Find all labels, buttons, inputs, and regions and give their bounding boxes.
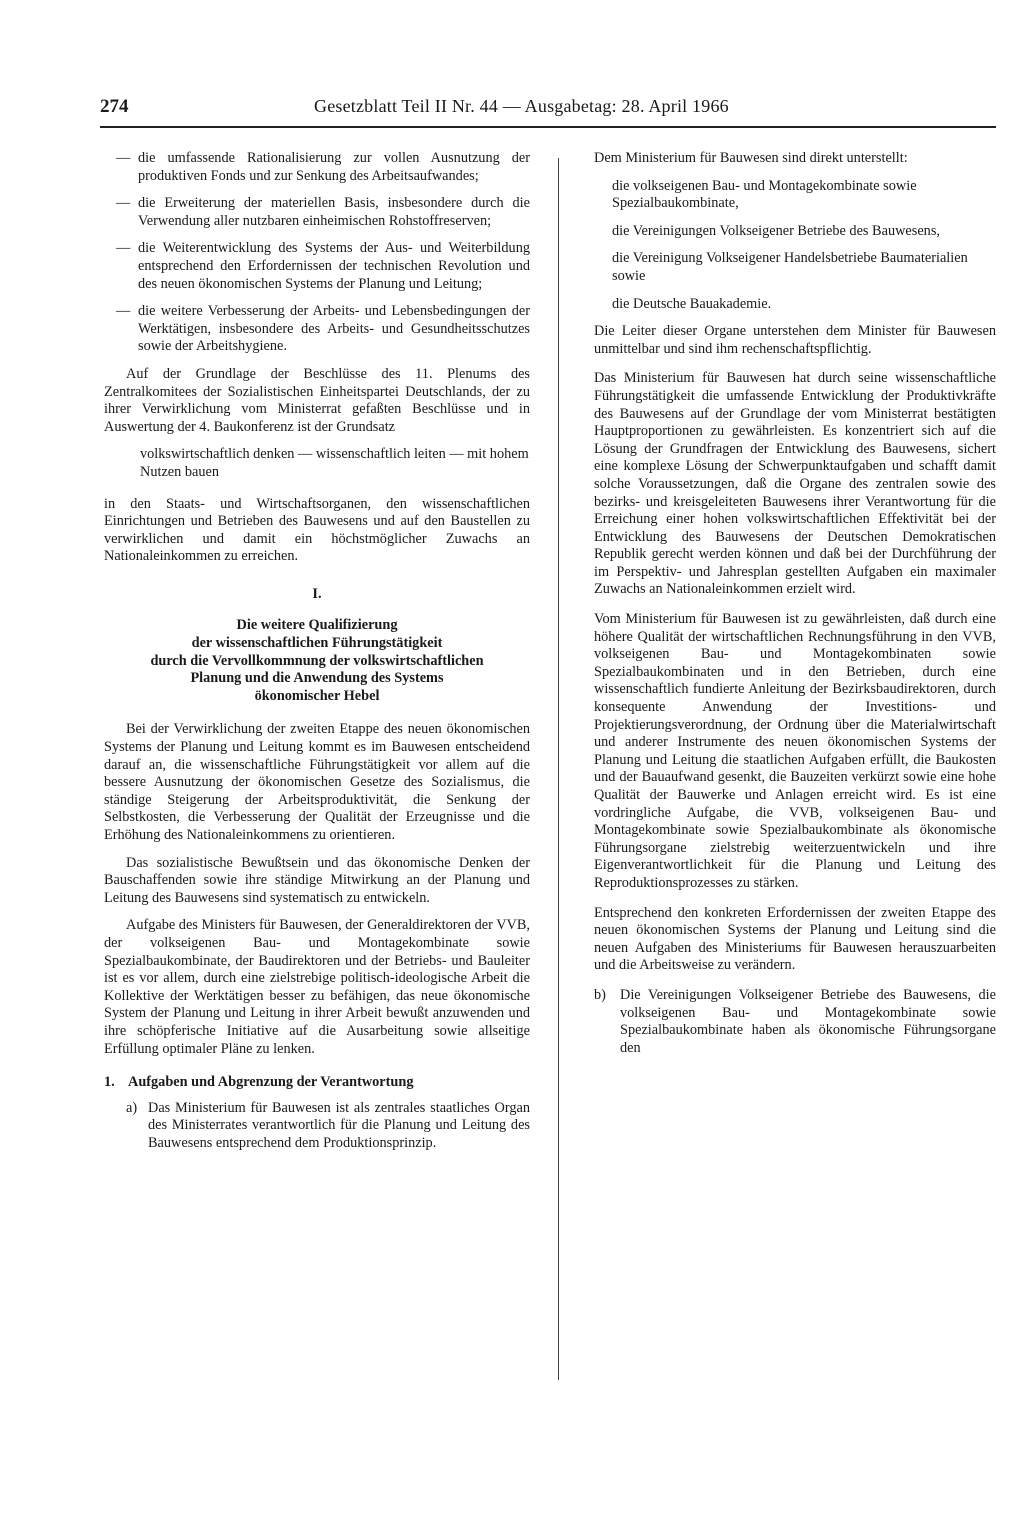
subsection-heading [104,1074,530,1092]
list-item-text: die weitere Verbesserung der Arbeits- und Lebensbedingungen der Werktätigen, insbesondere des Arbeits- und Gesundheitsschutzes sowie der Arbeitshygiene. [138,303,530,355]
paragraph-unterstellt: Dem Ministerium für Bauwesen sind direkt unterstellt: [594,150,908,166]
paragraph-staats: in den Staats- und Wirtschaftsorganen, den wissenschaftlichen Einrichtungen und Betrieben des Bauwesens und auf den Baustellen zu verwirklichen und damit ein höchstmöglicher Zuwachs an Nationaleinkommen zu erreichen. [104,495,530,565]
left-column [104,150,530,1163]
list-item [104,195,530,230]
grundsatz-quote: volkswirtschaftlich denken — wissenschaftlich leiten — mit hohem Nutzen bauen [140,446,529,480]
paragraph-aufgabe: Aufgabe des Ministers für Bauwesen, der Generaldirektoren der VVB, der volkseigenen Bau- und Montagekombinate sowie Spezialbaukombinate, der Baudirektoren und der Betriebs- und Bauleiter ist es vor allem, durch eine zielstrebige politisch-ideologische Arbeit die Kollektive der Werktätigen besser zu befähigen, das neue ökonomische System der Planung und Leitung in ihrer Arbeit bewußt anzuwenden und ihre schöpferische Initiative auf die Ausarbeitung sowie allseitige Erfüllung optimaler Pläne zu lenken. [104,917,530,1057]
section-heading-line: ökonomischer Hebel [254,687,380,704]
dash-marker: — [116,240,131,257]
list-item-text: die Erweiterung der materiellen Basis, insbesondere durch die Verwendung aller nutzbaren einheimischen Rohstoffreserven; [138,195,530,229]
gazette-title: Gesetzblatt Teil II Nr. 44 — Ausgabetag: 28. April 1966 [314,96,729,116]
list-item: die Deutsche Bauakademie. [612,295,772,312]
section-heading-line: der wissenschaftlichen Führungstätigkeit [191,635,443,652]
right-column [594,150,996,1067]
section-number: I. [312,585,322,602]
section-heading [104,617,530,705]
subordinate-list [594,178,996,314]
paragraph-entsprechend: Entsprechend den konkreten Erfordernissen der zweiten Etappe des neuen ökonomischen Systems der Planung und Leitung sind die neuen Aufgaben des Ministeriums für Bauwesen herauszuarbeiten und die Arbeitsweise zu verändern. [594,904,996,974]
lettered-item-a [104,1100,530,1153]
list-item [104,240,530,293]
section-heading-line: durch die Vervollkommnung der volkswirtschaftlichen [150,652,484,669]
dash-marker: — [116,303,131,320]
dash-marker: — [116,150,131,166]
lettered-item-b [594,987,996,1057]
page-number: 274 [100,96,129,117]
list-item [104,303,530,356]
item-letter: a) [126,1099,138,1116]
paragraph-fuehrung: Das Ministerium für Bauwesen hat durch seine wissenschaftliche Führungstätigkeit die umfassende Entwicklung der Produktivkräfte des Bauwesens auf der Grundlage der vom Ministerrat bestätigten Hauptproportionen zu gewährleisten. Es konzentriert sich auf die Lösung der Grundfragen der Entwicklung des Bauwesens, sichert eine komplexe Lösung der Schwerpunktaufgaben und schafft damit solche Voraussetzungen, daß die Organe des zentralen sowie des bezirks- und kreisgeleiteten Bauwesens ihrer Verantwortung für die Erreichung einer hohen volkswirtschaftlichen Effektivität bei der Entwicklung des Bauwesens der Deutschen Demokratischen Republik gerecht werden können und daß bei der Durchführung der im Perspektiv- und Jahresplan gestellten Aufgaben ein maximaler Zuwachs an Nationaleinkommen erzielt wird. [594,370,996,598]
list-item-text: die Weiterentwicklung des Systems der Aus- und Weiterbildung entsprechend den Erfordernissen der technischen Revolution und des neuen ökonomischen Systems der Planung und Leitung; [138,240,530,292]
page-header [100,92,996,128]
list-item [104,150,530,185]
paragraph-bewusstsein: Das sozialistische Bewußtsein und das ökonomische Denken der Bauschaffenden sowie ihre ständige Mitwirkung an der Planung und Leitung des Bauwesens sind systematisch zu entwickeln. [104,854,530,906]
item-text: Das Ministerium für Bauwesen ist als zentrales staatliches Organ des Ministerrates verantwortlich für die Planung und Leitung des Bauwesens entsprechend dem Produktionsprinzip. [148,1099,530,1151]
column-divider [558,158,559,1380]
dash-marker: — [116,195,131,212]
section-heading-line: Planung und die Anwendung des Systems [190,670,444,687]
item-letter: b) [594,986,606,1003]
list-item: die Vereinigungen Volkseigener Betriebe des Bauwesens, [612,222,940,239]
paragraph-verwirklichung: Bei der Verwirklichung der zweiten Etappe des neuen ökonomischen Systems der Planung und Leitung kommt es im Bauwesen entscheidend darauf an, die wissenschaftliche Führungstätigkeit vor allem auf die bessere Ausnutzung der ökonomischen Gesetze des Sozialismus, die ständige Steigerung der Arbeitsproduktivität, die Senkung der Selbstkosten, die Verbesserung der Qualität der Erzeugnisse und die Erhöhung des Nationaleinkommens zu orientieren. [104,721,530,843]
paragraph-grundlage: Auf der Grundlage der Beschlüsse des 11. Plenums des Zentralkomitees der Sozialistischen Einheitspartei Deutschlands, der zu ihrer Verwirklichung vom Ministerrat gefaßten Beschlüsse und in Auswertung der 4. Baukonferenz ist der Grundsatz [104,365,530,435]
paragraph-leiter: Die Leiter dieser Organe unterstehen dem Minister für Bauwesen unmittelbar und sind ihm rechenschaftspflichtig. [594,323,996,357]
subsection-number: 1. [104,1074,115,1091]
list-item: die volkseigenen Bau- und Montagekombinate sowie Spezialbaukombinate, [612,177,917,212]
item-text: Die Vereinigungen Volkseigener Betriebe des Bauwesens, die volkseigenen Bau- und Montagekombinate sowie Spezialbaukombinate haben als ökonomische Führungsorgane den [620,986,996,1056]
paragraph-qualitaet: Vom Ministerium für Bauwesen ist zu gewährleisten, daß durch eine höhere Qualität der wirtschaftlichen Rechnungsführung in den VVB, volkseigenen Bau- und Montagekombinaten sowie Spezialbaukombinaten und in den Betrieben, durch eine wissenschaftlich fundierte Anleitung der Bezirksbaudirektoren, durch konsequente Anwendung der Investitions- und Projektierungsverordnung, der Ordnung über die Materialwirtschaft und anderer Instrumente des neuen ökonomischen Systems der Planung und Leitung die staatlichen Aufgaben erfüllt, die Baukosten und der Bauaufwand gesenkt, die Bauzeiten verkürzt sowie eine hohe Qualität der Bauwerke und Anlagen erreicht wird. Es ist eine vordringliche Aufgabe, die VVB, volkseigenen Bau- und Montagekombinate sowie Spezialbaukombinate als ökonomische Führungsorgane zielstrebig weiterzuentwickeln und ihre Eigenverantwortlichkeit für die Planung und Leitung des Reproduktionsprozesses zu stärken. [594,611,996,891]
section-heading-line: Die weitere Qualifizierung [236,617,398,634]
subsection-title: Aufgaben und Abgrenzung der Verantwortung [128,1074,414,1091]
list-item: die Vereinigung Volkseigener Handelsbetriebe Baumaterialien sowie [612,250,968,284]
list-item-text: die umfassende Rationalisierung zur vollen Ausnutzung der produktiven Fonds und zur Senkung des Arbeitsaufwandes; [138,150,530,184]
